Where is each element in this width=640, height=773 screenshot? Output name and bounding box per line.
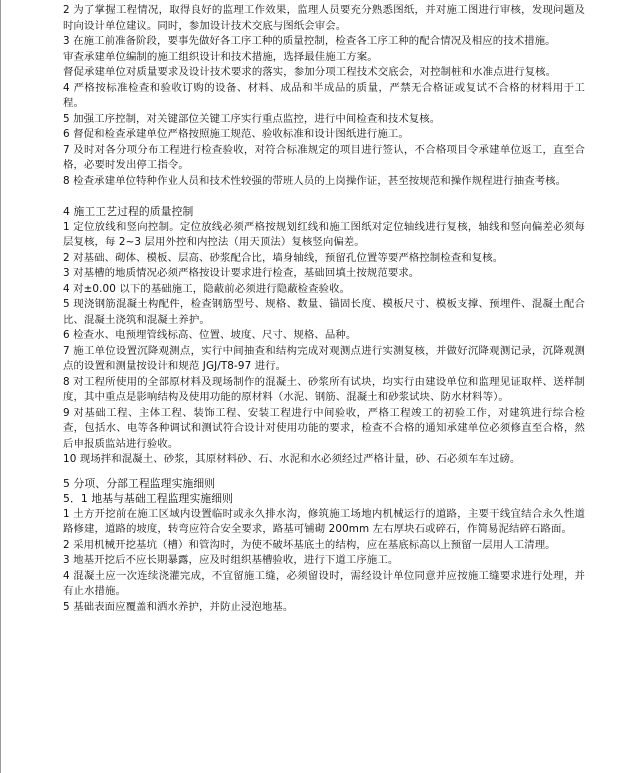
para-7-inspection-acceptance: 7 及时对各分项分布工程进行检查验收，对符合标准规定的项目进行签认，不合格项目令承建单位返工，直至合格，必要时发出停工指令。 bbox=[63, 143, 585, 171]
para-5-1-4-continuous-pouring: 4 混凝土应一次连续浇灌完成，不宜留施工缝，必须留设时，需经设计单位同意并应按施工缝要求进行处理，并有止水措施。 bbox=[63, 569, 585, 597]
para-3-quality-system: 3 在施工前准备阶段，要事先做好各工序工种的质量控制，检查各工序工种的配合情况及相应的技术措施。 bbox=[63, 35, 556, 47]
para-5-1-1-earthwork: 1 土方开挖前在施工区域内设置临时或永久排水沟，修筑施工场地内机械运行的道路，主要干线宜结合永久性道路修建，道路的坡度，转弯应符合安全要求，路基可铺砌 200mm 左右厚块石或碎石，作简易泥结碎石路面。 bbox=[63, 507, 585, 535]
section-spacer bbox=[63, 189, 585, 204]
heading-5-1-foundation-rules: 5．1 地基与基础工程监理实施细则 bbox=[63, 492, 234, 505]
para-4-10-onsite-mixing: 10 现场拌和混凝土、砂浆，其原材料砂、石、水泥和水必须经过严格计量，砂、石必须车车过磅。 bbox=[63, 453, 521, 465]
para-4-3-trench: 3 对基槽的地质情况必须严格按设计要求进行检查，基础回填土按规范要求。 bbox=[63, 267, 420, 279]
document-body bbox=[63, 3, 585, 615]
para-4-1-positioning: 1 定位放线和竖向控制。定位放线必须严格按规划红线和施工图纸对定位轴线进行复核，轴线和竖向偏差必须每层复核，每 2~3 层用外控和内控法（用天顶法）复核竖向偏差。 bbox=[63, 220, 585, 248]
para-4-8-witness-sampling: 8 对工程所使用的全部原材料及现场制作的混凝土、砂浆所有试块，均实行由建设单位和监理见证取样、送样制度，其中重点是影响结构及使用功能的原材料（水泥、钢筋、混凝土和砂浆试块、防水材料等）。 bbox=[63, 375, 585, 403]
para-5-1-2-mechanical-excavation: 2 采用机械开挖基坑（槽）和管沟时，为使不破坏基底土的结构，应在基底标高以上预留一层用人工清理。 bbox=[63, 538, 556, 551]
para-4-4-below-zero: 4 对±0.00 以下的基础施工，隐蔽前必须进行隐蔽检查验收。 bbox=[63, 282, 351, 295]
para-5-1-5-curing: 5 基础表面应覆盖和洒水养护，并防止浸泡地基。 bbox=[63, 600, 294, 613]
para-6-construction-by-spec: 6 督促和检查承建单位严格按照施工规范、验收标准和设计图纸进行施工。 bbox=[63, 128, 409, 140]
para-supervise-design-requirements: 督促承建单位对质量要求及设计技术要求的落实，参加分项工程技术交底会，对控制桩和水准点进行复核。 bbox=[63, 66, 557, 78]
para-4-6-pipelines: 6 检查水、电预埋管线标高、位置、坡度、尺寸、规格、品种。 bbox=[63, 329, 357, 341]
section-spacer bbox=[63, 468, 585, 476]
para-5-1-3-no-exposure: 3 地基开挖后不应长期暴露，应及时组织基槽验收，进行下道工序施工。 bbox=[63, 554, 399, 566]
para-5-process-control: 5 加强工序控制，对关键部位关键工序实行重点监控，进行中间检查和技术复核。 bbox=[63, 112, 441, 125]
para-8-personnel-certification: 8 检查承建单位特种作业人员和技术性较强的带班人员的上岗操作证，甚至按规范和操作规程进行抽查考核。 bbox=[63, 174, 567, 187]
para-4-2-foundation: 2 对基础、砌体、模板、层高、砂浆配合比，墙身轴线，预留孔位置等要严格控制检查和复核。 bbox=[63, 251, 504, 264]
para-2-review-drawings: 2 为了掌握工程情况，取得良好的监理工作效果，监理人员要充分熟悉图纸，并对施工图进行审核，发现问题及时向设计单位建议。同时，参加设计技术交底与图纸会审会。 bbox=[63, 4, 585, 32]
para-4-9-intermediate-acceptance: 9 对基础工程、主体工程、装饰工程、安装工程进行中间验收，严格工程竣工的初验工作，对建筑进行综合检查，包括水、电等各种调试和测试符合设计对使用功能的要求，检查不合格的通知承建单位必须修直至合格，然后申报质监站进行验收。 bbox=[63, 406, 585, 450]
para-4-5-reinforced-concrete: 5 现浇钢筋混凝土构配件，检查钢筋型号、规格、数量、锚固长度、模板尺寸、模板支撑、预埋件、混凝土配合比、混凝土浇筑和混凝土养护。 bbox=[63, 298, 585, 326]
heading-5-divisional-rules: 5 分项、分部工程监理实施细则 bbox=[63, 476, 216, 490]
para-4-7-settlement: 7 施工单位设置沉降观测点，实行中间抽查和结构完成对观测点进行实测复核，并做好沉降观测记录，沉降观测点的设置和测量按设计和规范 JGJ/T8-97 进行。 bbox=[63, 344, 585, 372]
para-4-material-inspection: 4 严格按标准检查和验收订购的设备、材料、成品和半成品的质量，严禁无合格证或复试不合格的材料用于工程。 bbox=[63, 81, 585, 109]
para-review-construction-plan: 审查承建单位编制的施工组织设计和技术措施，选择最佳施工方案。 bbox=[63, 50, 378, 63]
heading-4-quality-control: 4 施工工艺过程的质量控制 bbox=[63, 205, 194, 218]
